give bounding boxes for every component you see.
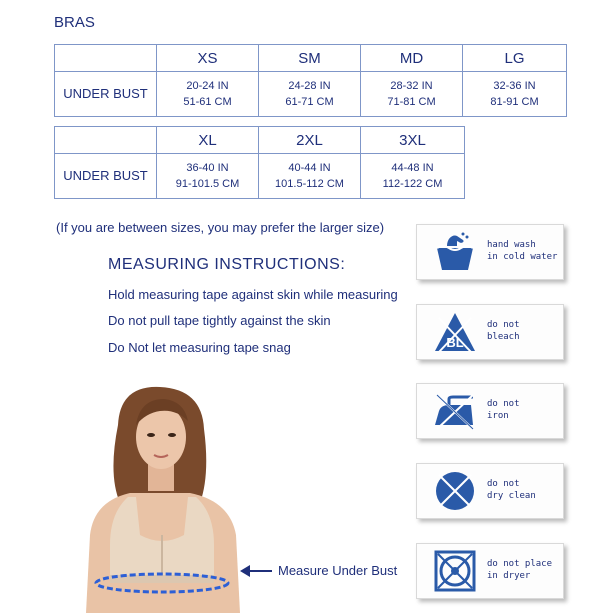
bleach-symbol-text: BL — [446, 335, 464, 350]
cm-value: 71-81 CM — [387, 96, 436, 108]
size-header: MD — [361, 45, 463, 72]
instruction-item: Do Not let measuring tape snag — [108, 340, 291, 355]
instructions-title: MEASURING INSTRUCTIONS: — [108, 256, 346, 273]
size-header: 2XL — [259, 127, 361, 154]
size-table-1 — [54, 44, 567, 117]
care-label-do-not-dry-clean — [416, 463, 564, 519]
size-cell — [157, 72, 259, 117]
care-text-line: hand wash — [487, 240, 536, 250]
inches-value: 36-40 IN — [186, 162, 229, 174]
inches-value: 44-48 IN — [391, 162, 434, 174]
cm-value: 112-122 CM — [382, 178, 443, 190]
arrow-left-icon — [240, 564, 274, 578]
care-label-do-not-tumble-dry — [416, 543, 564, 599]
cm-value: 51-61 CM — [183, 96, 232, 108]
care-label-hand-wash — [416, 224, 564, 280]
do-not-bleach-icon — [433, 310, 477, 354]
size-header: LG — [463, 45, 567, 72]
cm-value: 61-71 CM — [285, 96, 334, 108]
care-label-do-not-bleach — [416, 304, 564, 360]
inches-value: 40-44 IN — [288, 162, 331, 174]
hand-wash-icon — [433, 230, 477, 274]
care-text-line: iron — [487, 411, 509, 421]
size-cell — [361, 154, 465, 199]
care-label-do-not-iron — [416, 383, 564, 439]
care-text — [487, 239, 557, 263]
row-label: UNDER BUST — [55, 154, 157, 199]
table-header-empty — [55, 45, 157, 72]
size-header: SM — [259, 45, 361, 72]
care-text-line: do not — [487, 479, 520, 489]
model-illustration — [80, 385, 250, 613]
table-header-empty — [55, 127, 157, 154]
care-text-line: in dryer — [487, 571, 531, 581]
instruction-item: Hold measuring tape against skin while measuring — [108, 287, 398, 302]
inches-value: 32-36 IN — [493, 80, 536, 92]
care-text — [487, 319, 520, 343]
page-title: BRAS — [54, 14, 95, 31]
care-text-line: dry clean — [487, 491, 536, 501]
care-text — [487, 558, 552, 582]
instruction-item: Do not pull tape tightly against the skin — [108, 313, 331, 328]
inches-value: 28-32 IN — [390, 80, 433, 92]
care-text-line: do not place — [487, 559, 553, 569]
inches-value: 20-24 IN — [186, 80, 229, 92]
care-text-line: in cold water — [487, 252, 558, 262]
care-text — [487, 478, 536, 502]
care-text-line: do not — [487, 320, 520, 330]
size-cell — [463, 72, 567, 117]
size-tip: (If you are between sizes, you may prefer the larger size) — [56, 220, 385, 235]
size-header: XS — [157, 45, 259, 72]
size-cell — [157, 154, 259, 199]
measure-under-bust-label: Measure Under Bust — [278, 563, 398, 578]
size-header: XL — [157, 127, 259, 154]
inches-value: 24-28 IN — [288, 80, 331, 92]
do-not-dry-clean-icon — [433, 469, 477, 513]
size-table-2 — [54, 126, 465, 199]
care-text-line: do not — [487, 399, 520, 409]
cm-value: 91-101.5 CM — [175, 178, 240, 190]
size-header: 3XL — [361, 127, 465, 154]
row-label: UNDER BUST — [55, 72, 157, 117]
do-not-iron-icon — [433, 389, 477, 433]
cm-value: 101.5-112 CM — [275, 178, 344, 190]
care-text-line: bleach — [487, 332, 520, 342]
size-cell — [259, 154, 361, 199]
cm-value: 81-91 CM — [490, 96, 539, 108]
size-cell — [361, 72, 463, 117]
do-not-tumble-dry-icon — [433, 549, 477, 593]
size-cell — [259, 72, 361, 117]
care-text — [487, 398, 520, 422]
